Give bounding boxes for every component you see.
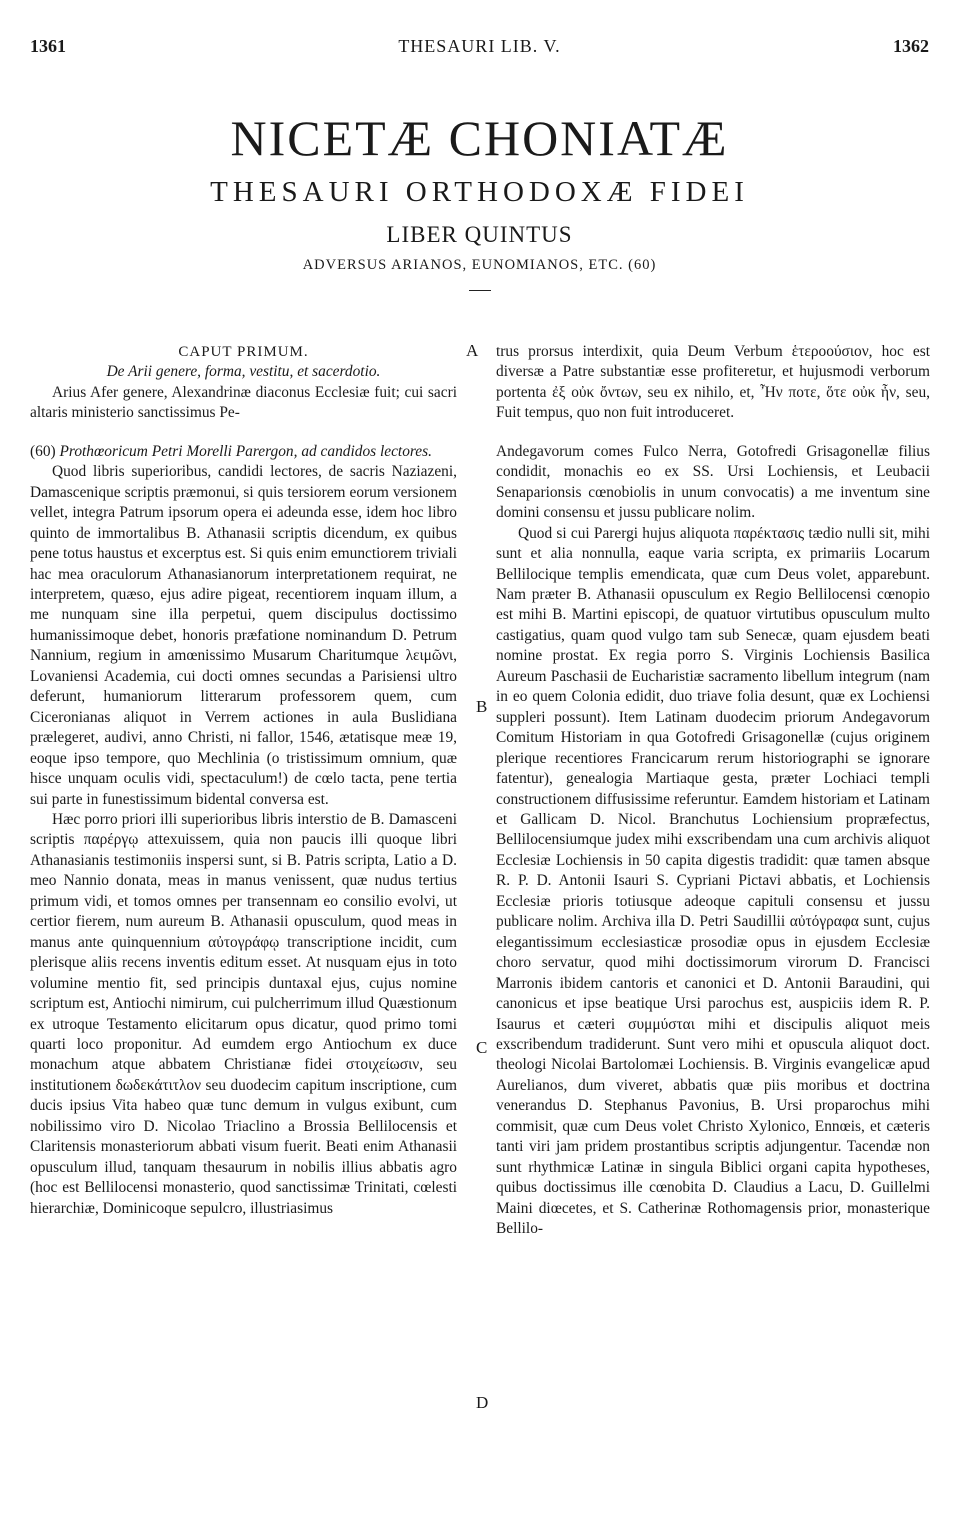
margin-marker-a: A xyxy=(466,341,479,360)
margin-marker-b: B xyxy=(476,697,488,716)
work-title: THESAURI ORTHODOXÆ FIDEI xyxy=(210,176,749,208)
main-text-right: trus prorsus interdixit, quia Deum Verbum ἑτεροούσιον, hoc est diversæ a Patre substantiæ esse profiteretur, et hujusmodi verborum portenta ἐξ οὐκ ὄντων, seu ex nihilo, et, Ἦν ποτε, ὅτε οὐκ ἦν, seu, Fuit tempus, quo non fuit introduceret. xyxy=(496,343,930,422)
page-number-left: 1361 xyxy=(30,36,66,56)
chapter-title: CAPUT PRIMUM. xyxy=(178,344,309,360)
margin-marker-c: C xyxy=(476,1038,488,1057)
book-title: LIBER QUINTUS xyxy=(386,222,573,247)
running-title: THESAURI LIB. V. xyxy=(398,36,561,56)
footnote-continuation: Andegavorum comes Fulco Nerra, Gotofredi Grisagonellæ filius condidit, monachis eo ex SS. Ursi Lochiensis, et Leubacii Senaparionsis cœnobiolis in unum convocatis) a me inventum sine domini consensu et jussu publicare nolim. xyxy=(496,442,930,522)
title-block xyxy=(30,108,929,291)
footnote-paragraph-1: Quod libris superioribus, candidi lectores, de sacris Naziazeni, Damascenique scriptis præmonui, si quis tersiorem eorum versionem vellet, integra Patrum ipsorum opera ei adeunda esse, idem hoc libro quinto de immortalibus B. Athanasii scriptis dicendum, ex quibus pene totus haustus et excerptus est. Si quis enim emunctiorem triviali hac mea oraculorum Athanasianorum interpretationem requirat, ne interpretem, quæso, ejus adire pigeat, recentiorem inquam illum, a me nunquam sine illa perpetui, quem discipulus doctissimo humanissimoque debet, honoris præfatione nominandum D. Petrum Nannium, regium in amœnissimo Musarum Charitumque λειμῶνι, Lovaniensi Academia, cui docti omnes secundas a Parisiensi ultro deferunt, humaniorum litterarum professorem quem, cum Ciceronianas aliquot in Verrem actiones in aula Buslidiana prælegeret, audivi, anno Christi, ni fallor, 1546, ætatisque meæ 19, eoque ipso tempore, quo Mechlinia (o tristissimum omnium, quæ hisce unquam oculis vidi, spectaculum!) de cœlo tacta, pene tertia sui parte in funestissimum bidental conversa est. xyxy=(30,463,457,808)
spacer xyxy=(30,424,457,442)
author-title: NICETÆ CHONIATÆ xyxy=(230,110,729,166)
running-head xyxy=(30,36,929,60)
footnote-paragraph-3: Quod si cui Parergi hujus aliquota παρέκτασις tædio nulli sit, mihi sunt et alia nonnulla, eaque varia scripta, ex primariis Locarum Bellilocique templis emendicata, quæ cum Deus volet, apparebunt. Nam præter B. Athanasii opusculum ex Regio Bellilocensi cœnopio est mihi B. Martini episcopi, de quatuor virtutibus opusculum multo castigatius, quam quod vulgo tam sub Senecæ, quam ejusdem beati nomine prostat. Ex regia porro S. Virginis Lochiensis Basilica Aureum Paschasii de Eucharistiæ sacramento libellum integrum (nam in eo quem Colonia edidit, duo triave folia desunt, quæ ex Lochiensi suppleri possunt). Item Latinam duodecim priorum Andegavorum Comitum Historiam in qua Gotofredi Grisagonellæ (cujus originem plerique recentiores Francicarum rerum historiographi se ignorare fatentur), genealogia Martiaque gesta, præter Lochiaci templi constructionem diffusissime referuntur. Eamdem historiam et Latinam et Gallicam D. Nicol. Branchutus Lochiensium propræfectus, Bellilocensiumque judex mihi exscribendam una cum archivis aliquot Ecclesiæ Lochiensis in 50 capita digestis tradidit: quæ tamen absque R. P. D. Antonii Isauri S. Cypriani Pictavi abbatis, et Lochiensis Ecclesiæ prioris totiusque adeoque capituli consensu et jussu publicare nolim. Archiva illa D. Petri Saudillii αὐτόγραφα sunt, cujus elegantissimum ecclesiasticæ prosodiæ opus in ejusdem Ecclesiæ choro servatur, quod mihi doctissimorum virorum D. Francisci Marronis ibidem cantoris et canonici et D. Antonii Baraudini, qui canonicus et ipse beatique Ursi parochus est, auspiciis idem R. P. Isaurus et cæteri συμμύσται mihi et discipulis aliquot meis exscribendum tradiderunt. Sunt vero mihi et opuscula aliquot doct. theologi Nicolai Bartolomæi Lochiensis. B. Virginis evangelicæ apud Aurelianos, dum viveret, abbatis quæ piis moribus et doctrina venerandus D. Stephanus Pavonius, B. Ursi proparochus mihi commisit, quæ cum Deus volet Christo Xylonico, Ennœis, et cæteris tanti viri jam pridem prostantibus scriptis adjungentur. Tacendæ non sunt rhythmicæ Latinæ in singula Biblici organi capita hypotheses, quibus doctissimus ille cœnobita D. Claudius a Lacu, D. Guillelmi Maini diœcetes, et S. Catherinæ Rothomagensis prior, monasterique Bellilo- xyxy=(496,524,930,1238)
footnote-heading xyxy=(30,442,457,462)
left-column xyxy=(30,342,457,1219)
chapter-subtitle: De Arii genere, forma, vestitu, et sacerdotio. xyxy=(106,363,381,381)
book-subtitle: ADVERSUS ARIANOS, EUNOMIANOS, ETC. (60) xyxy=(302,257,657,273)
right-column xyxy=(496,342,930,1239)
title-rule xyxy=(469,290,491,291)
page-number-right: 1362 xyxy=(893,36,929,56)
footnote-label: (60) xyxy=(30,442,56,460)
main-text-left: Arius Afer genere, Alexandrinæ diaconus Ecclesiæ fuit; cui sacri altaris ministerio sanctissimus Pe- xyxy=(30,383,457,422)
margin-marker-d: D xyxy=(476,1393,489,1412)
spacer xyxy=(496,424,930,442)
footnote-title: Prothœoricum Petri Morelli Parergon, ad candidos lectores. xyxy=(59,442,432,460)
footnote-paragraph-2: Hæc porro priori illi superioribus libris interstio de B. Damasceni scriptis παρέργῳ attexuissem, quia non paucis illi quoque libri Athanasianis testimoniis inspersi sunt, si B. Patris scripta, Latio a D. meo Nannio donata, meas in manus venissent, quæ nudus tertius primum vidi, et tomos omnes per transennam eo consilio evolvi, ut certior fierem, num aureum B. Athanasii opusculum, quod meas in manus ante quinquennium αὐτογράφῳ transcriptione incidit, cum plerisque aliis recens inventis editum esset. At nusquam ejus in toto volumine mentio fit, sed principis duntaxal ejus, cujus nomine scriptum est, Antiochi nimirum, cui pulcherrimum illud Quæstionum ex utroque Testamento elicitarum opus dicatur, quod primo tomi quarti loco proponitur. Ad eumdem ergo Antiochum ex duce monachum atque abbatem Christianæ fidei στοιχείωσιν, seu institutionem δωδεκάτιτλον seu duodecim capitum inscriptione, cum ducis ipsius Vita habeo quæ tunc demum in vulgus exibunt, cum nobilissimo viro D. Nicolao Triaclino a Brossia Bellilocensis et Claritensis monasteriorum abbati visum fuerit. Beati enim Athanasii opusculum illud, tanquam thesaurum in nobilis illius abbatis agro (hoc est Bellilocensi monasterio, quod sanctissimæ Trinitati, cœlesti hierarchiæ, Dominicoque sepulcro, illustriasimus xyxy=(30,810,457,1217)
